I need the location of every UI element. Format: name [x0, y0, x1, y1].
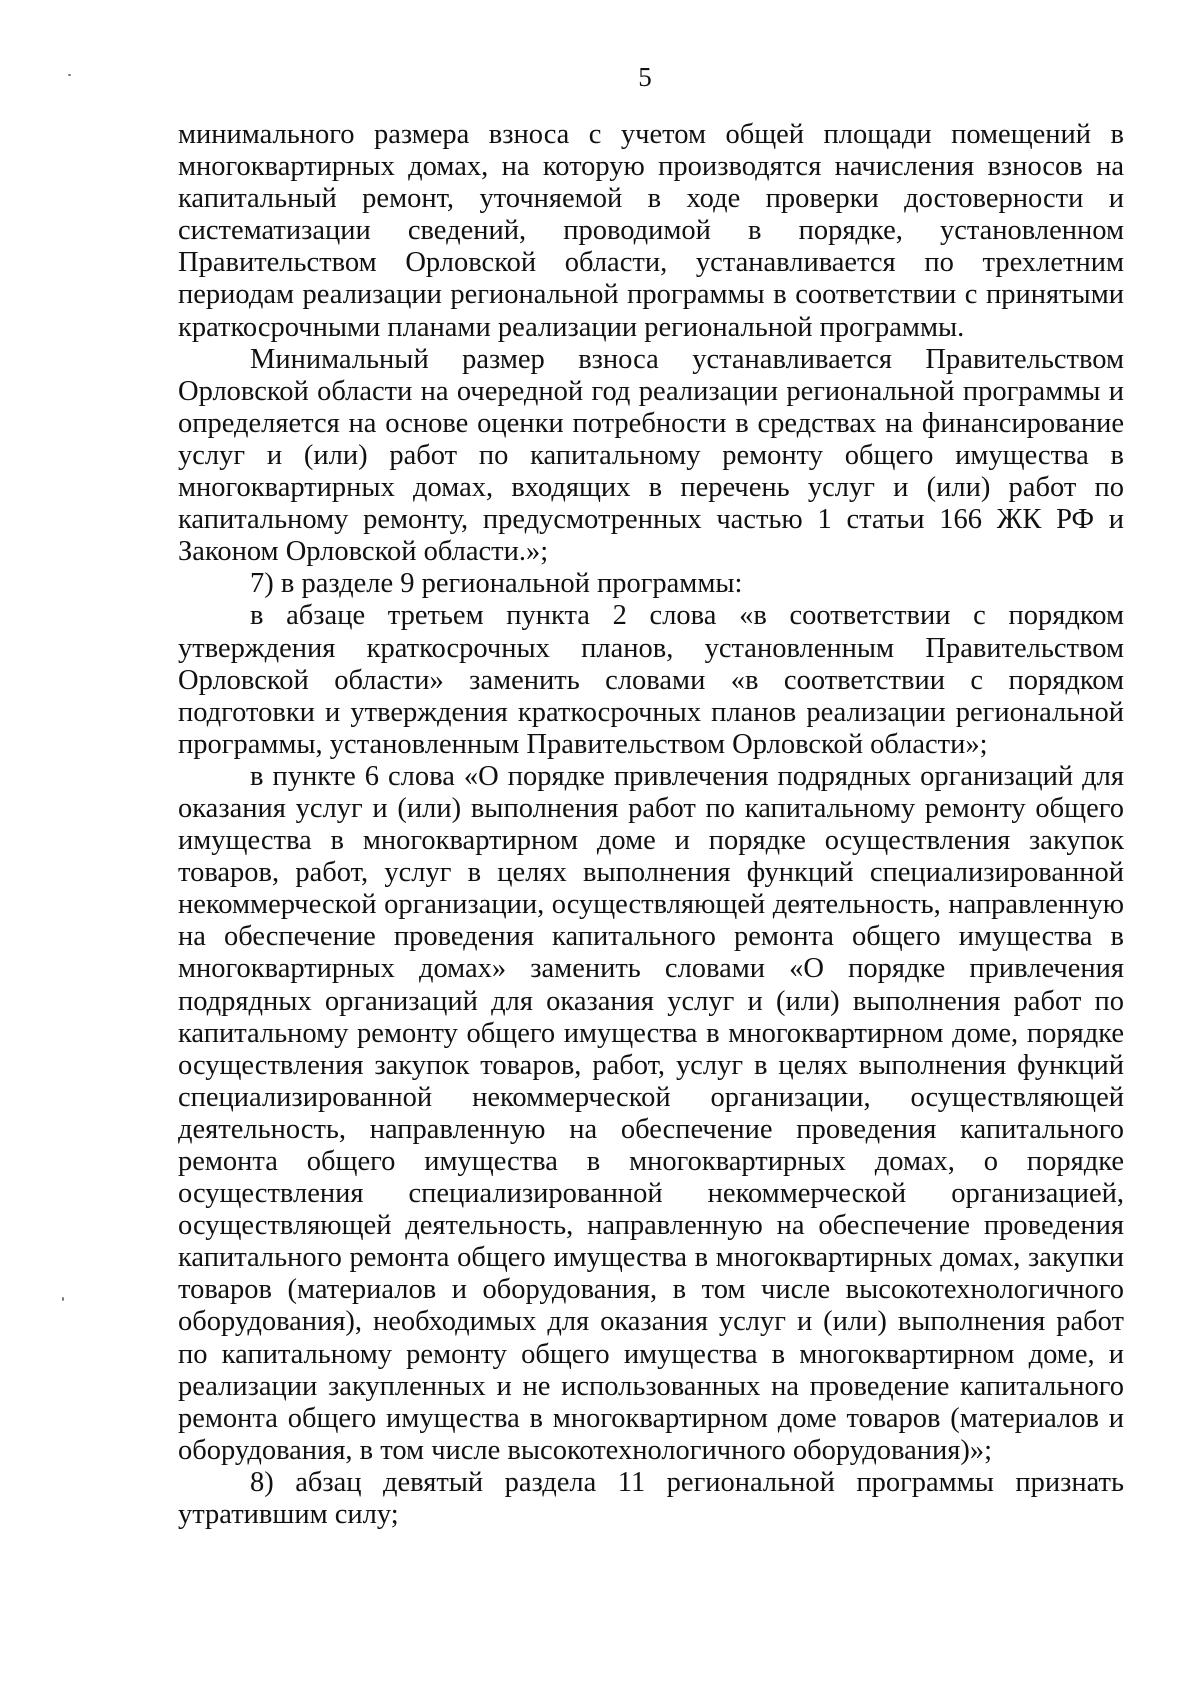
- paragraph-item-7-point-6: в пункте 6 слова «О порядке привлечения подрядных организаций для оказания услуг и (или) выполнения работ по капитальному ремонту общего имущества в многоквартирном доме и порядке осуществления закупок товаров, работ, услуг в целях выполнения функций специализированной некоммерческой организации, осуществляющей деятельность, направленную на обеспечение проведения капитального ремонта общего имущества в многоквартирных домах» заменить словами «О порядке привлечения подрядных организаций для оказания услуг и (или) выполнения работ по капитальному ремонту общего имущества в многоквартирном доме, порядке осуществления закупок товаров, работ, услуг в целях выполнения функций специализированной некоммерческой организации, осуществляющей деятельность, направленную на обеспечение проведения капитального ремонта общего имущества в многоквартирных домах, о порядке осуществления специализированной некоммерческой организацией, осуществляющей деятельность, направленную на обеспечение проведения капитального ремонта общего имущества в многоквартирных домах, закупки товаров (материалов и оборудования, в том числе высокотехнологичного оборудования), необходимых для оказания услуг и (или) выполнения работ по капитальному ремонту общего имущества в многоквартирном доме, и реализации закупленных и не использованных на проведение капитального ремонта общего имущества в многоквартирном доме товаров (материалов и оборудования, в том числе высокотехнологичного оборудования)»;: [178, 760, 1124, 1466]
- page-number: 5: [638, 62, 652, 92]
- paragraph-minimum-contribution: Минимальный размер взноса устанавливается Правительством Орловской области на очередной год реализации региональной программы и определяется на основе оценки потребности в средствах на финансирование услуг и (или) работ по капитальному ремонту общего имущества в многоквартирных домах, входящих в перечень услуг и (или) работ по капитальному ремонту, предусмотренных частью 1 статьи 166 ЖК РФ и Законом Орловской области.»;: [178, 343, 1124, 568]
- paragraph-item-7-point-2: в абзаце третьем пункта 2 слова «в соответствии с порядком утверждения краткосрочных планов, установленным Правительством Орловской области» заменить словами «в соответствии с порядком подготовки и утверждения краткосрочных планов реализации региональной программы, установленным Правительством Орловской области»;: [178, 600, 1124, 760]
- scan-speck: [68, 74, 71, 76]
- scan-speck: [62, 1297, 64, 1301]
- paragraph-item-8: 8) абзац девятый раздела 11 региональной программы признать утратившим силу;: [178, 1466, 1124, 1531]
- document-body: [178, 119, 1124, 1531]
- paragraph-continuation: минимального размера взноса с учетом общей площади помещений в многоквартирных домах, на которую производятся начисления взносов на капитальный ремонт, уточняемой в ходе проверки достоверности и систематизации сведений, проводимой в порядке, установленном Правительством Орловской области, устанавливается по трехлетним периодам реализации региональной программы в соответствии с принятыми краткосрочными планами реализации региональной программы.: [178, 119, 1124, 343]
- paragraph-item-7: 7) в разделе 9 региональной программы:: [250, 568, 743, 600]
